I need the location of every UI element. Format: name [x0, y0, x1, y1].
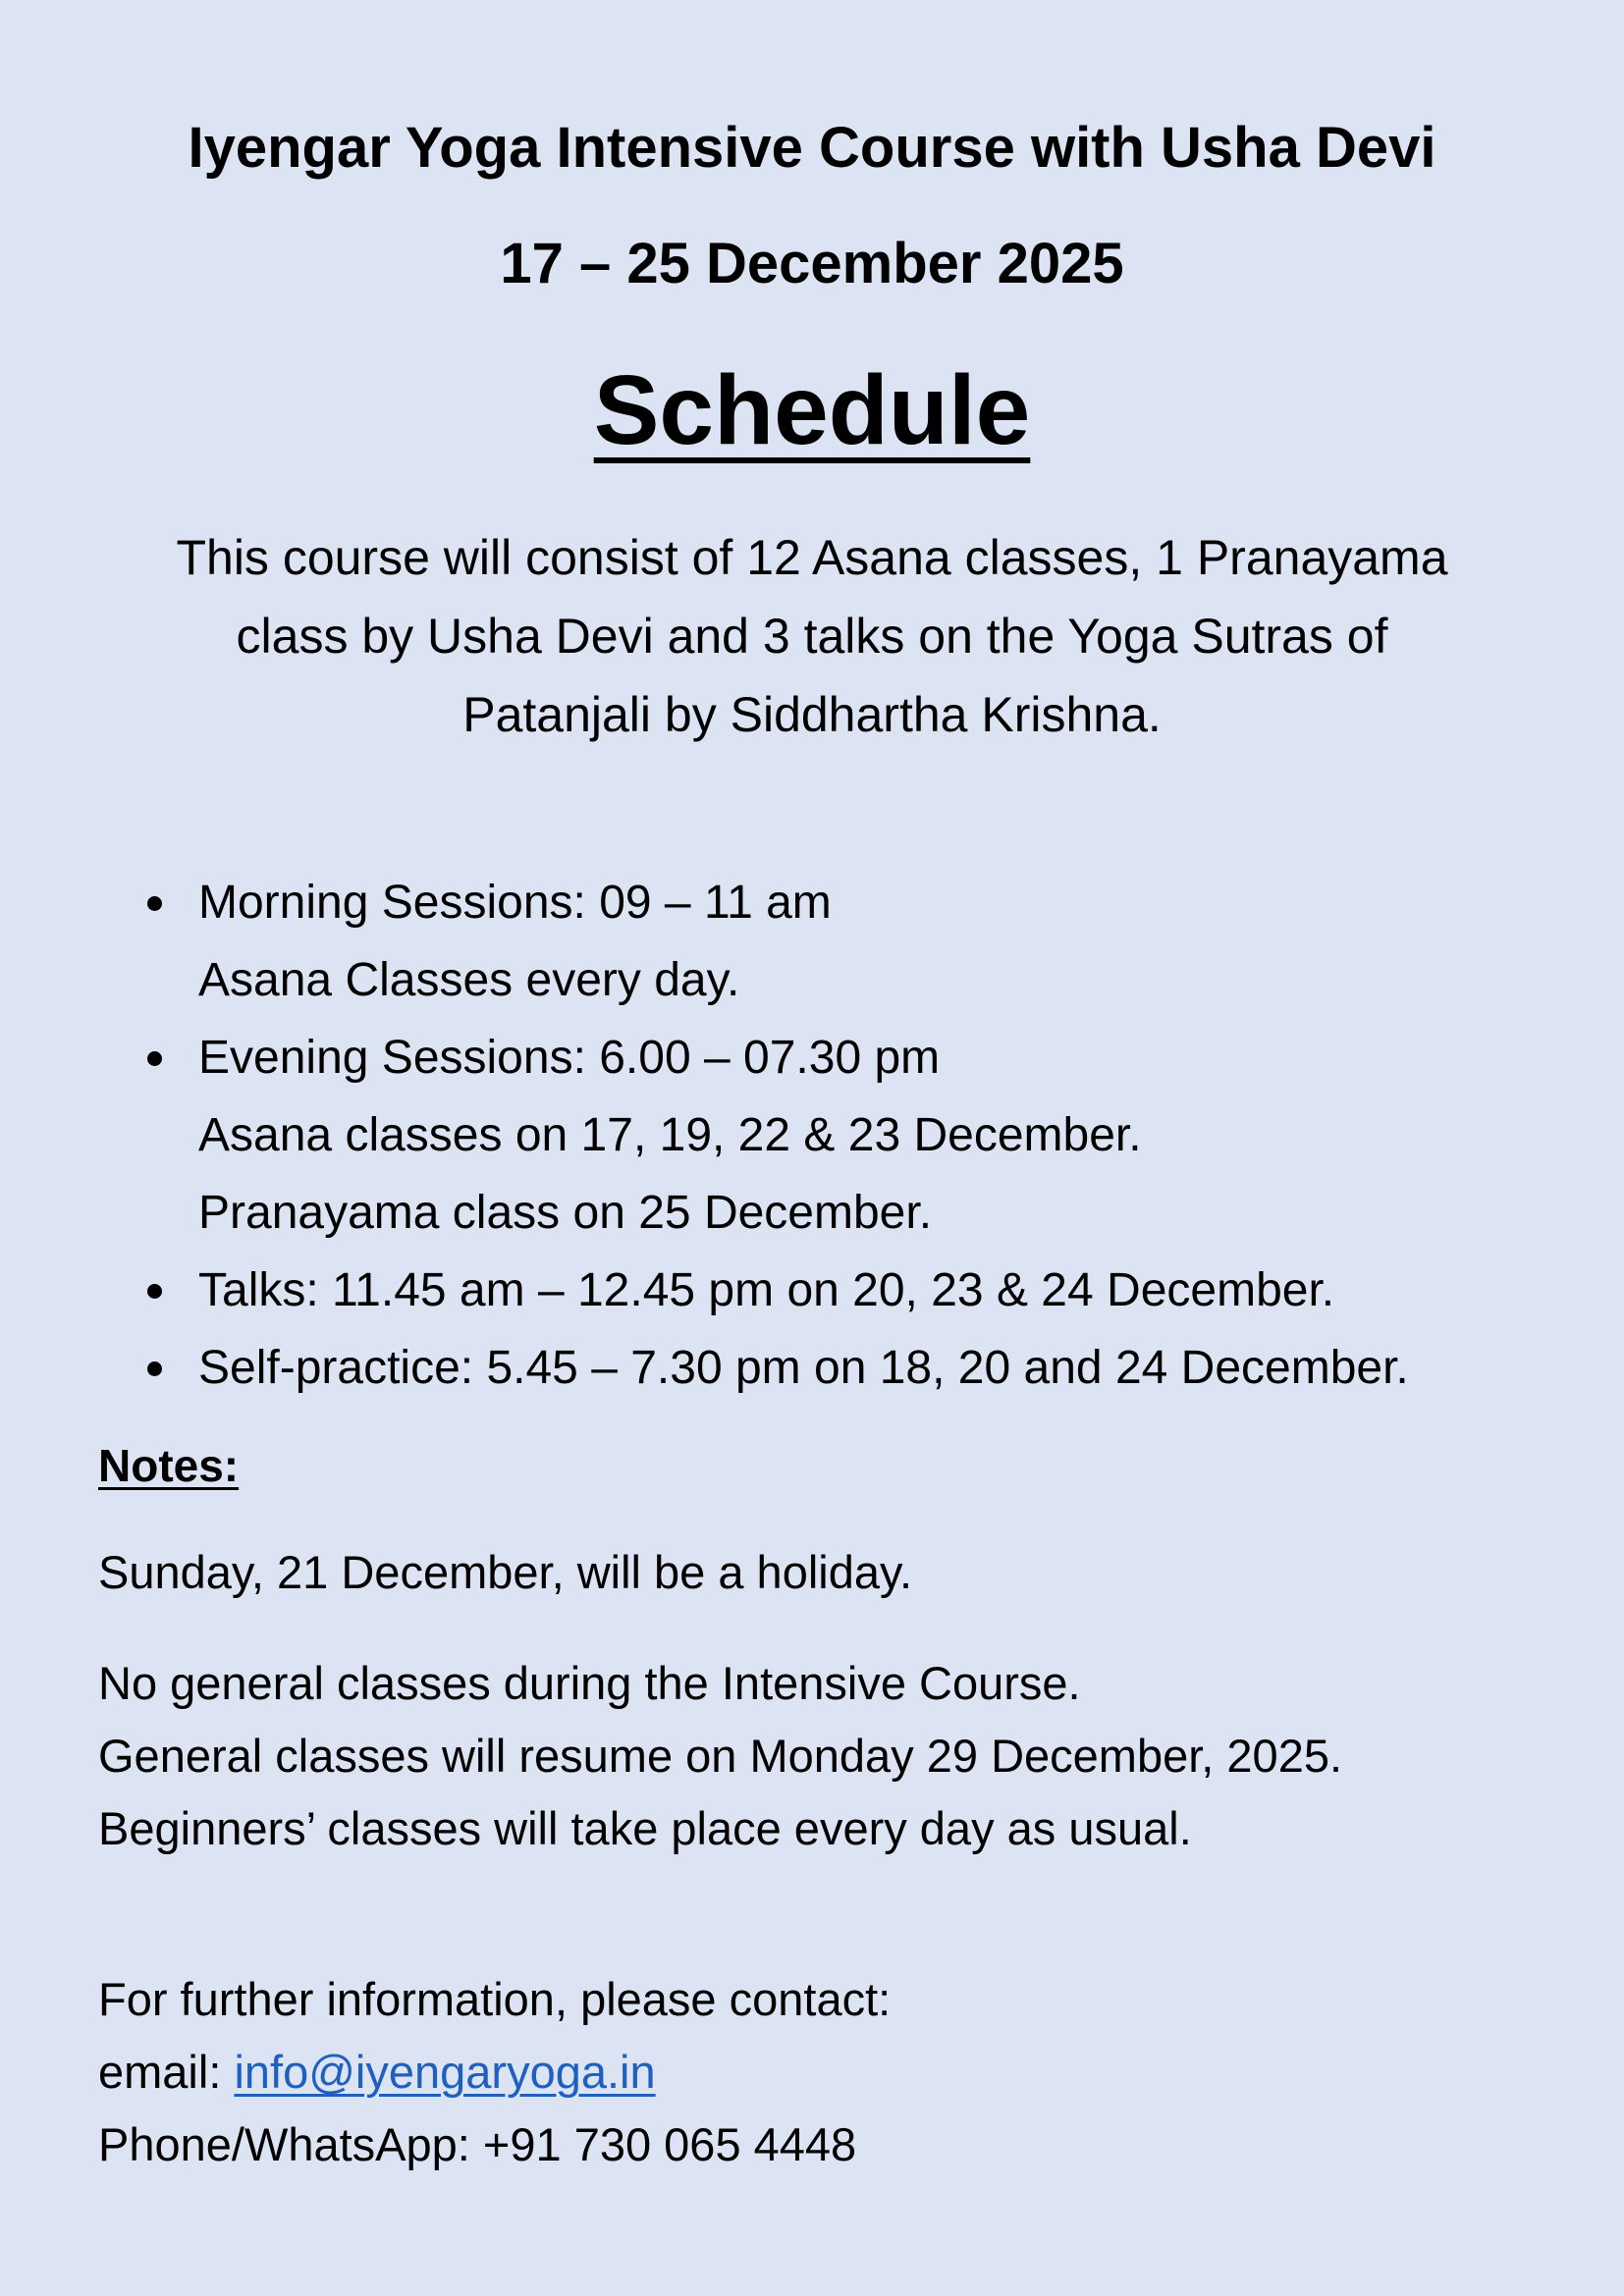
intro-line: Patanjali by Siddhartha Krishna.: [462, 687, 1162, 742]
holiday-note: Sunday, 21 December, will be a holiday.: [98, 1546, 913, 1598]
list-item-self-practice: [147, 1329, 1409, 1407]
email-row: [98, 2036, 891, 2109]
note-line: No general classes during the Intensive Course.: [98, 1657, 1081, 1709]
session-list: [147, 864, 1409, 1407]
bullet-icon: [147, 1362, 162, 1376]
list-item-morning-sessions: [147, 864, 1409, 1019]
session-title: Self-practice: 5.45 – 7.30 pm on 18, 20 and 24 December.: [198, 1342, 1409, 1394]
session-title: Talks: 11.45 am – 12.45 pm on 20, 23 & 24 December.: [198, 1264, 1335, 1316]
contact-intro: For further information, please contact:: [98, 1973, 892, 2025]
bullet-icon: [147, 896, 162, 911]
list-item-talks: [147, 1252, 1409, 1329]
bullet-icon: [147, 1284, 162, 1299]
bullet-icon: [147, 1051, 162, 1066]
notes-heading: Notes:: [98, 1440, 240, 1491]
session-detail: Pranayama class on 25 December.: [198, 1187, 933, 1239]
list-item-evening-sessions: [147, 1019, 1409, 1252]
phone-number: Phone/WhatsApp: +91 730 065 4448: [98, 2118, 857, 2170]
course-description: [98, 518, 1526, 754]
session-detail: Asana Classes every day.: [198, 954, 740, 1006]
intro-line: class by Usha Devi and 3 talks on the Yoga Sutras of: [236, 609, 1388, 664]
note-line: Beginners’ classes will take place every day as usual.: [98, 1802, 1192, 1854]
session-detail: Asana classes on 17, 19, 22 & 23 December.: [198, 1109, 1142, 1161]
schedule-heading: Schedule: [593, 355, 1031, 465]
note-line: General classes will resume on Monday 29 December, 2025.: [98, 1730, 1343, 1782]
general-classes-note: [98, 1647, 1342, 1865]
email-link[interactable]: info@iyengaryoga.in: [234, 2046, 656, 2098]
session-title: Evening Sessions: 6.00 – 07.30 pm: [198, 1032, 941, 1084]
email-label: email:: [98, 2046, 235, 2098]
course-title: Iyengar Yoga Intensive Course with Usha Devi: [188, 116, 1436, 180]
contact-info: [98, 1963, 891, 2181]
course-dates: 17 – 25 December 2025: [500, 232, 1124, 295]
intro-line: This course will consist of 12 Asana classes, 1 Pranayama: [176, 530, 1448, 585]
session-title: Morning Sessions: 09 – 11 am: [198, 877, 832, 929]
